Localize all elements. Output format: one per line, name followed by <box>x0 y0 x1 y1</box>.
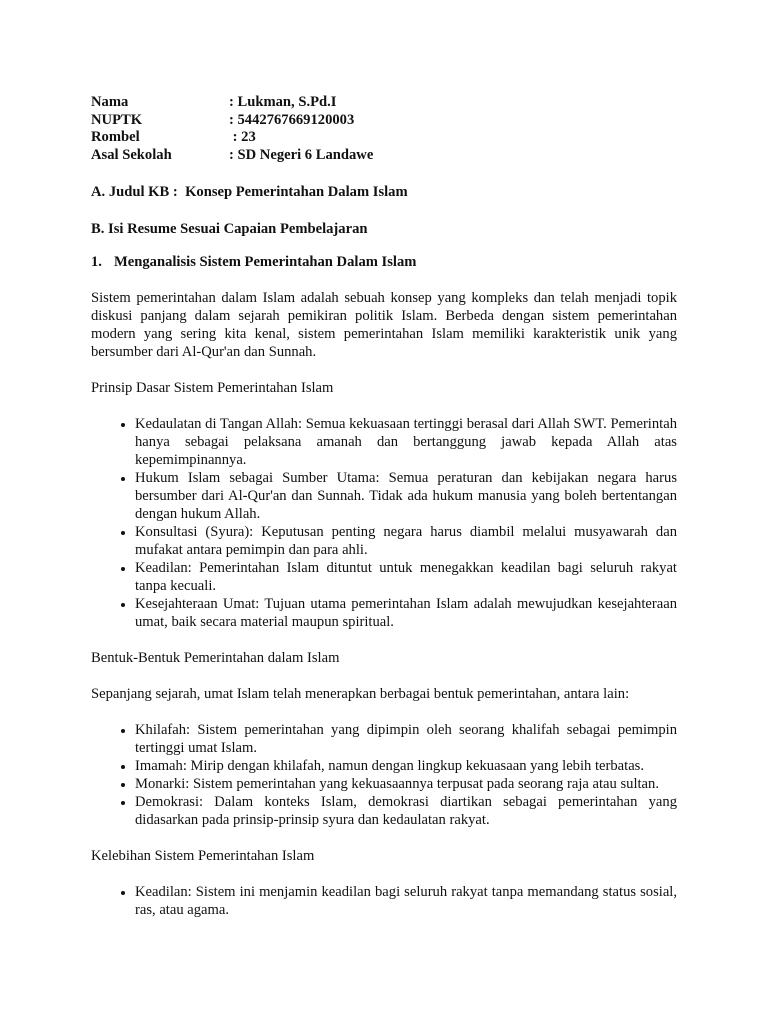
identity-table <box>91 94 373 164</box>
kelebihan-heading: Kelebihan Sistem Pemerintahan Islam <box>91 848 315 864</box>
section-a-title: A. Judul KB : Konsep Pemerintahan Dalam Islam <box>91 184 408 200</box>
identity-row <box>91 147 373 165</box>
prinsip-heading: Prinsip Dasar Sistem Pemerintahan Islam <box>91 380 334 396</box>
identity-row <box>91 94 373 112</box>
identity-label: Rombel <box>91 129 140 145</box>
prinsip-list <box>91 415 677 631</box>
list-item: • Kesejahteraan Umat: Tujuan utama pemerintahan Islam adalah mewujudkan kesejahteraan umat, baik secara material maupun spiritual. <box>135 595 677 631</box>
list-item: • Demokrasi: Dalam konteks Islam, demokrasi diartikan sebagai pemerintahan yang didasarkan pada prinsip-prinsip syura dan kedaulatan rakyat. <box>135 793 677 829</box>
list-item: • Keadilan: Pemerintahan Islam dituntut untuk menegakkan keadilan bagi seluruh rakyat tanpa kecuali. <box>135 559 677 595</box>
intro-paragraph: Sistem pemerintahan dalam Islam adalah sebuah konsep yang kompleks dan telah menjadi topik diskusi panjang dalam sejarah pemikiran politik Islam. Berbeda dengan sistem pemerintahan modern yang sering kita kenal, sistem pemerintahan Islam memiliki karakteristik unik yang bersumber dari Al-Qur'an dan Sunnah. <box>91 290 677 360</box>
section-1-title: Menganalisis Sistem Pemerintahan Dalam Islam <box>114 254 417 270</box>
identity-value: : 23 <box>229 129 256 145</box>
list-item: • Khilafah: Sistem pemerintahan yang dipimpin oleh seorang khalifah sebagai pemimpin tertinggi umat Islam. <box>135 721 677 757</box>
section-b-title: B. Isi Resume Sesuai Capaian Pembelajaran <box>91 221 368 237</box>
identity-label: Asal Sekolah <box>91 146 172 163</box>
identity-value: : SD Negeri 6 Landawe <box>229 146 374 163</box>
list-item: • Monarki: Sistem pemerintahan yang kekuasaannya terpusat pada seorang raja atau sultan. <box>135 775 677 793</box>
section-1-heading <box>91 253 677 271</box>
bentuk-heading: Bentuk-Bentuk Pemerintahan dalam Islam <box>91 650 340 666</box>
list-item: • Imamah: Mirip dengan khilafah, namun dengan lingkup kekuasaan yang lebih terbatas. <box>135 757 677 775</box>
identity-value: : 5442767669120003 <box>229 111 355 128</box>
identity-row <box>91 112 373 130</box>
bentuk-list <box>91 721 677 829</box>
identity-row <box>91 129 373 147</box>
bentuk-intro: Sepanjang sejarah, umat Islam telah menerapkan berbagai bentuk pemerintahan, antara lain: <box>91 686 630 702</box>
document-body <box>91 94 677 919</box>
identity-label: NUPTK <box>91 111 143 128</box>
section-1-number: 1. <box>91 254 102 270</box>
list-item: • Kedaulatan di Tangan Allah: Semua kekuasaan tertinggi berasal dari Allah SWT. Pemerintah hanya sebagai pelaksana amanah dan bertanggung jawab kepada Allah atas kepemimpinannya. <box>135 415 677 469</box>
list-item: • Konsultasi (Syura): Keputusan penting negara harus diambil melalui musyawarah dan mufakat antara pemimpin dan para ahli. <box>135 523 677 559</box>
identity-value: : Lukman, S.Pd.I <box>229 94 337 110</box>
kelebihan-list <box>91 883 677 919</box>
list-item: • Keadilan: Sistem ini menjamin keadilan bagi seluruh rakyat tanpa memandang status sosial, ras, atau agama. <box>135 883 677 919</box>
identity-label: Nama <box>91 94 129 110</box>
list-item: • Hukum Islam sebagai Sumber Utama: Semua peraturan dan kebijakan negara harus bersumber dari Al-Qur'an dan Sunnah. Tidak ada hukum manusia yang boleh bertentangan dengan hukum Allah. <box>135 469 677 523</box>
